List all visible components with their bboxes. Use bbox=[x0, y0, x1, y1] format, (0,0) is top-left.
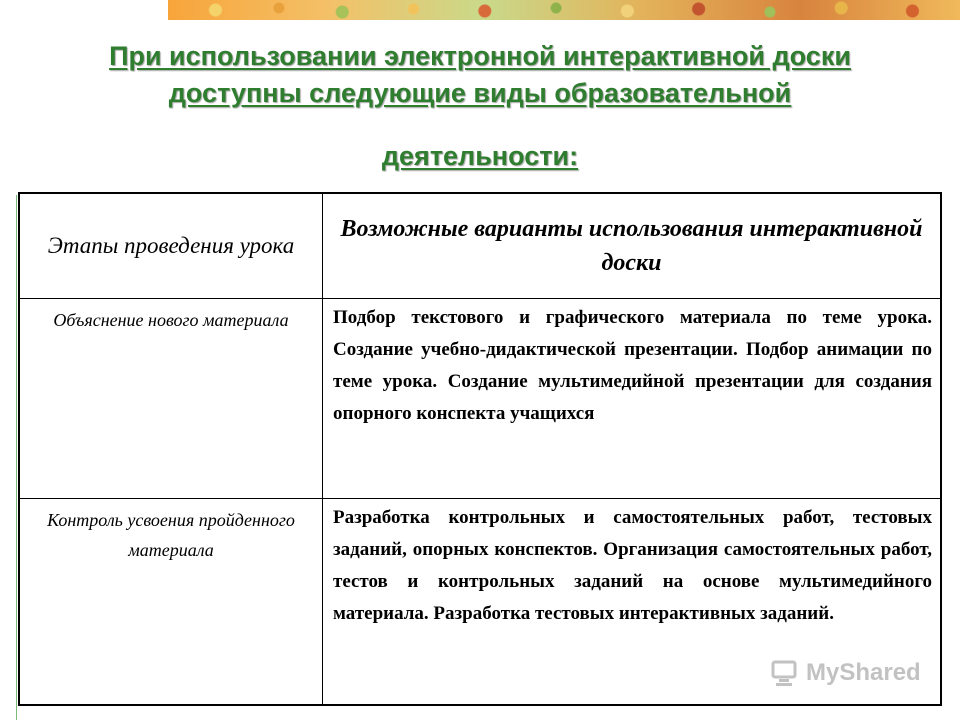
left-divider-line bbox=[16, 195, 17, 720]
stage-cell: Контроль усвоения пройденного материала bbox=[19, 499, 323, 706]
table-row bbox=[19, 299, 941, 499]
title-line-1: При использовании электронной интерактивной доски bbox=[109, 41, 851, 71]
header-stages: Этапы проведения урока bbox=[19, 193, 323, 299]
stage-cell: Объяснение нового материала bbox=[19, 299, 323, 499]
watermark bbox=[770, 656, 940, 690]
title-line-3: деятельности: bbox=[381, 141, 579, 171]
description-cell: Подбор текстового и графического материала по теме урока. Создание учебно-дидактической презентации. Подбор анимации по теме урока. Создание мультимедийной презентации для создания опорного конспекта учащихся bbox=[323, 299, 942, 499]
watermark-text: MyShared bbox=[806, 659, 921, 686]
decorative-banner bbox=[168, 0, 960, 20]
header-options: Возможные варианты использования интерактивной доски bbox=[323, 193, 942, 299]
monitor-logo-icon bbox=[770, 659, 800, 687]
activities-table bbox=[18, 192, 942, 706]
description-cell: Разработка контрольных и самостоятельных работ, тестовых заданий, опорных конспектов. Организация самостоятельных работ, тестов и контрольных заданий на основе мультимедийного материала. Разработка тестовых интерактивных заданий. bbox=[323, 499, 942, 706]
slide-title bbox=[20, 38, 940, 175]
table-header-row bbox=[19, 193, 941, 299]
title-line-2: доступны следующие виды образовательной bbox=[168, 78, 792, 108]
